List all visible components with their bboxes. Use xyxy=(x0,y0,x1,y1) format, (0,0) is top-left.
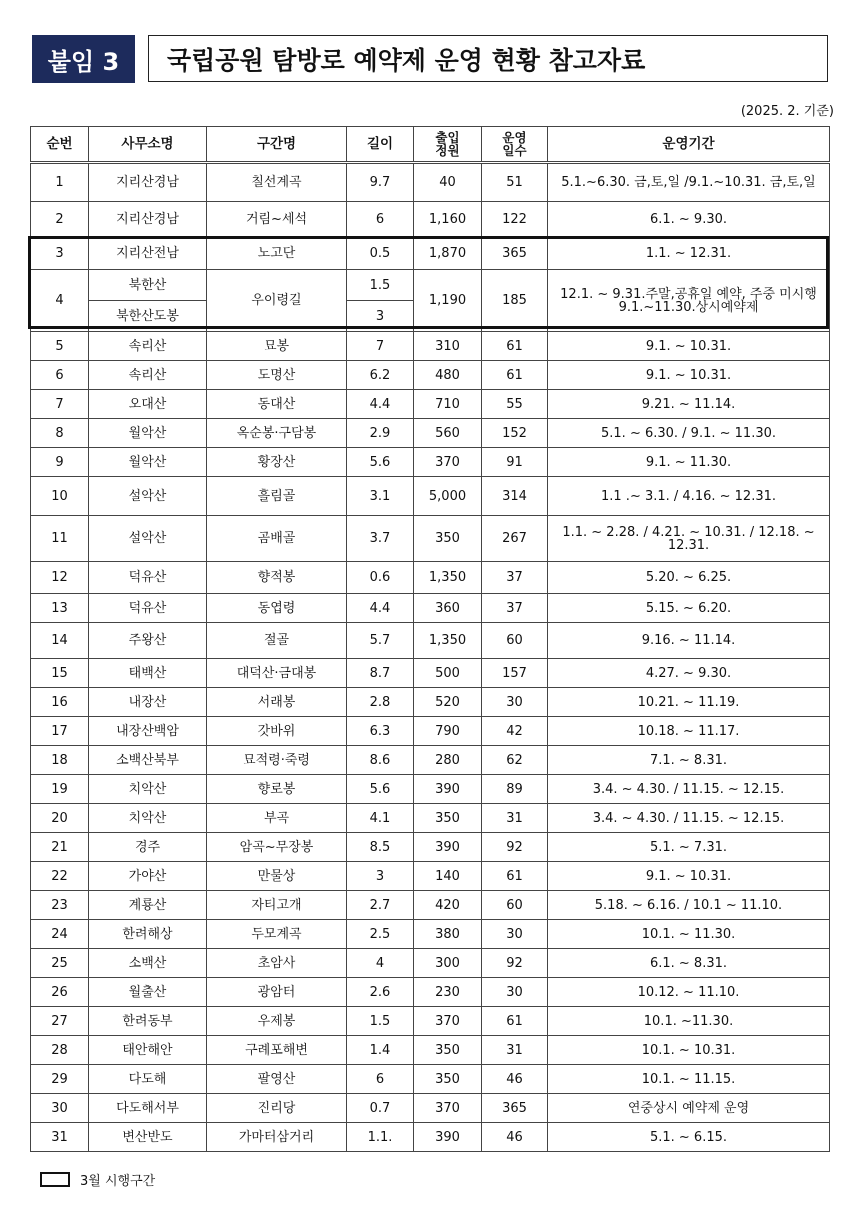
table-cell: 1,350 xyxy=(414,562,482,594)
table-cell: 지리산경남 xyxy=(89,202,207,238)
table-cell: 420 xyxy=(414,891,482,920)
table-cell: 월악산 xyxy=(89,448,207,477)
table-cell: 10.12. ~ 11.10. xyxy=(548,978,830,1007)
table-cell: 4.4 xyxy=(347,390,414,419)
table-cell: 5.6 xyxy=(347,775,414,804)
table-cell: 140 xyxy=(414,862,482,891)
table-cell: 9.1. ~ 10.31. xyxy=(548,862,830,891)
table-row xyxy=(31,238,830,270)
table-cell: 가마터삼거리 xyxy=(207,1123,347,1152)
table-cell: 9 xyxy=(31,448,89,477)
table-cell: 500 xyxy=(414,659,482,688)
table-cell: 6 xyxy=(347,202,414,238)
table-cell: 24 xyxy=(31,920,89,949)
table-cell: 5,000 xyxy=(414,477,482,516)
table-cell: 31 xyxy=(482,1036,548,1065)
table-cell: 1,350 xyxy=(414,623,482,659)
date-note: (2025. 2. 기준) xyxy=(740,104,834,119)
table-cell: 10.1. ~ 10.31. xyxy=(548,1036,830,1065)
table-row xyxy=(31,978,830,1007)
table-cell: 310 xyxy=(414,332,482,361)
table-cell: 350 xyxy=(414,516,482,562)
table-cell: 42 xyxy=(482,717,548,746)
table-cell: 27 xyxy=(31,1007,89,1036)
table-cell: 향적봉 xyxy=(207,562,347,594)
table-cell: 11 xyxy=(31,516,89,562)
table-cell: 5.1.~6.30. 금,토,일 /9.1.~10.31. 금,토,일 xyxy=(548,163,830,202)
table-cell: 1,160 xyxy=(414,202,482,238)
table-cell: 1.5 xyxy=(347,1007,414,1036)
legend xyxy=(40,1170,155,1189)
table-cell: 790 xyxy=(414,717,482,746)
table-cell: 9.7 xyxy=(347,163,414,202)
table-cell: 122 xyxy=(482,202,548,238)
table-cell: 5.18. ~ 6.16. / 10.1 ~ 11.10. xyxy=(548,891,830,920)
table-cell: 5 xyxy=(31,332,89,361)
table-cell: 1.1. ~ 2.28. / 4.21. ~ 10.31. / 12.18. ~ 12.31. xyxy=(548,516,830,562)
table-cell: 설악산 xyxy=(89,477,207,516)
column-header: 출입 정원 xyxy=(414,127,482,163)
table-cell: 365 xyxy=(482,1094,548,1123)
legend-box-icon xyxy=(40,1172,70,1187)
table-cell: 치악산 xyxy=(89,804,207,833)
table-cell: 오대산 xyxy=(89,390,207,419)
table-cell: 동대산 xyxy=(207,390,347,419)
table-cell: 속리산 xyxy=(89,361,207,390)
table-cell: 2 xyxy=(31,202,89,238)
table-cell: 267 xyxy=(482,516,548,562)
legend-label: 3월 시행구간 xyxy=(80,1174,156,1189)
table-row xyxy=(31,717,830,746)
table-cell: 1,870 xyxy=(414,238,482,270)
table-cell: 지리산전남 xyxy=(89,238,207,270)
table-cell: 13 xyxy=(31,594,89,623)
table-cell: 4.4 xyxy=(347,594,414,623)
table-cell: 14 xyxy=(31,623,89,659)
table-cell: 12.1. ~ 9.31.주말,공휴일 예약, 주중 미시행 9.1.~11.30.상시예약제 xyxy=(548,270,830,332)
table-cell: 5.15. ~ 6.20. xyxy=(548,594,830,623)
table-cell: 2.9 xyxy=(347,419,414,448)
table-cell: 6 xyxy=(347,1065,414,1094)
table-cell: 1.1 .~ 3.1. / 4.16. ~ 12.31. xyxy=(548,477,830,516)
table-cell: 23 xyxy=(31,891,89,920)
table-row xyxy=(31,448,830,477)
table-cell: 62 xyxy=(482,746,548,775)
table-cell: 300 xyxy=(414,949,482,978)
table-cell: 370 xyxy=(414,1007,482,1036)
table-cell: 4.27. ~ 9.30. xyxy=(548,659,830,688)
table-cell: 2.7 xyxy=(347,891,414,920)
table-cell: 390 xyxy=(414,775,482,804)
table-cell: 3 xyxy=(347,862,414,891)
table-cell: 6.3 xyxy=(347,717,414,746)
table-cell: 6.1. ~ 8.31. xyxy=(548,949,830,978)
table-row xyxy=(31,361,830,390)
table-cell: 1.1. xyxy=(347,1123,414,1152)
table-cell: 대덕산·금대봉 xyxy=(207,659,347,688)
table-cell: 61 xyxy=(482,862,548,891)
table-cell: 8.5 xyxy=(347,833,414,862)
table-cell: 2.6 xyxy=(347,978,414,1007)
table-row xyxy=(31,562,830,594)
table-cell: 10.1. ~11.30. xyxy=(548,1007,830,1036)
table-cell: 20 xyxy=(31,804,89,833)
table-cell: 다도해 xyxy=(89,1065,207,1094)
column-header: 순번 xyxy=(31,127,89,163)
table-cell: 우이령길 xyxy=(207,270,347,332)
table-cell: 26 xyxy=(31,978,89,1007)
table-cell: 3.1 xyxy=(347,477,414,516)
table-cell: 내장산백암 xyxy=(89,717,207,746)
table-cell: 6.1. ~ 9.30. xyxy=(548,202,830,238)
table-cell: 37 xyxy=(482,562,548,594)
table-row xyxy=(31,891,830,920)
table-cell: 진리당 xyxy=(207,1094,347,1123)
table-row xyxy=(31,623,830,659)
table-row xyxy=(31,949,830,978)
table-cell: 19 xyxy=(31,775,89,804)
table-cell: 60 xyxy=(482,623,548,659)
table-cell: 곰배골 xyxy=(207,516,347,562)
table-row xyxy=(31,746,830,775)
attachment-badge: 붙임 3 xyxy=(32,35,135,83)
table-cell: 4.1 xyxy=(347,804,414,833)
table-cell: 2.8 xyxy=(347,688,414,717)
table-cell: 한려해상 xyxy=(89,920,207,949)
table-cell: 동엽령 xyxy=(207,594,347,623)
table-cell: 7 xyxy=(31,390,89,419)
table-row xyxy=(31,270,830,301)
table-cell: 17 xyxy=(31,717,89,746)
table-cell: 92 xyxy=(482,833,548,862)
table-cell: 자티고개 xyxy=(207,891,347,920)
table-cell: 21 xyxy=(31,833,89,862)
table-cell: 태백산 xyxy=(89,659,207,688)
table-cell: 한려동부 xyxy=(89,1007,207,1036)
table-cell: 5.20. ~ 6.25. xyxy=(548,562,830,594)
table-cell: 61 xyxy=(482,361,548,390)
table-cell: 350 xyxy=(414,804,482,833)
table-cell: 설악산 xyxy=(89,516,207,562)
table-cell: 거림~세석 xyxy=(207,202,347,238)
table-cell: 710 xyxy=(414,390,482,419)
table-row xyxy=(31,1123,830,1152)
table-cell: 61 xyxy=(482,1007,548,1036)
table-cell: 도명산 xyxy=(207,361,347,390)
table-cell: 1.1. ~ 12.31. xyxy=(548,238,830,270)
table-cell: 350 xyxy=(414,1036,482,1065)
table-cell: 만물상 xyxy=(207,862,347,891)
table-cell: 팔영산 xyxy=(207,1065,347,1094)
table-cell: 두모계곡 xyxy=(207,920,347,949)
table-cell: 가야산 xyxy=(89,862,207,891)
table-row xyxy=(31,688,830,717)
table-cell: 북한산도봉 xyxy=(89,301,207,332)
column-header: 운영기간 xyxy=(548,127,830,163)
table-cell: 옥순봉·구담봉 xyxy=(207,419,347,448)
table-row xyxy=(31,833,830,862)
table-row xyxy=(31,390,830,419)
table-cell: 월출산 xyxy=(89,978,207,1007)
table-row xyxy=(31,775,830,804)
table-cell: 10.1. ~ 11.15. xyxy=(548,1065,830,1094)
table-cell: 1,190 xyxy=(414,270,482,332)
table-cell: 계룡산 xyxy=(89,891,207,920)
table-cell: 덕유산 xyxy=(89,562,207,594)
table-cell: 51 xyxy=(482,163,548,202)
table-cell: 30 xyxy=(31,1094,89,1123)
table-cell: 내장산 xyxy=(89,688,207,717)
table-cell: 북한산 xyxy=(89,270,207,301)
table-cell: 40 xyxy=(414,163,482,202)
table-cell: 280 xyxy=(414,746,482,775)
table-cell: 0.7 xyxy=(347,1094,414,1123)
table-cell: 4 xyxy=(347,949,414,978)
table-cell: 25 xyxy=(31,949,89,978)
table-cell: 390 xyxy=(414,1123,482,1152)
table-cell: 주왕산 xyxy=(89,623,207,659)
table-cell: 흘림골 xyxy=(207,477,347,516)
table-cell: 5.1. ~ 6.30. / 9.1. ~ 11.30. xyxy=(548,419,830,448)
table-row xyxy=(31,804,830,833)
table-cell: 350 xyxy=(414,1065,482,1094)
table-row xyxy=(31,920,830,949)
table-row xyxy=(31,516,830,562)
table-cell: 92 xyxy=(482,949,548,978)
table-row xyxy=(31,1065,830,1094)
table-cell: 61 xyxy=(482,332,548,361)
table-cell: 6 xyxy=(31,361,89,390)
table-cell: 5.1. ~ 7.31. xyxy=(548,833,830,862)
table-cell: 5.6 xyxy=(347,448,414,477)
table-cell: 314 xyxy=(482,477,548,516)
table-cell: 8 xyxy=(31,419,89,448)
table-cell: 노고단 xyxy=(207,238,347,270)
table-cell: 태안해안 xyxy=(89,1036,207,1065)
table-cell: 1.5 xyxy=(347,270,414,301)
table-cell: 157 xyxy=(482,659,548,688)
table-cell: 연중상시 예약제 운영 xyxy=(548,1094,830,1123)
table-cell: 초암사 xyxy=(207,949,347,978)
table-cell: 152 xyxy=(482,419,548,448)
table-cell: 46 xyxy=(482,1123,548,1152)
table-cell: 치악산 xyxy=(89,775,207,804)
table-row xyxy=(31,862,830,891)
table-cell: 16 xyxy=(31,688,89,717)
table-cell: 365 xyxy=(482,238,548,270)
page-title: 국립공원 탐방로 예약제 운영 현황 참고자료 xyxy=(148,35,828,82)
table-cell: 3 xyxy=(31,238,89,270)
table-cell: 3.7 xyxy=(347,516,414,562)
table-cell: 구례포해변 xyxy=(207,1036,347,1065)
table-row xyxy=(31,659,830,688)
table-cell: 10 xyxy=(31,477,89,516)
table-cell: 3.4. ~ 4.30. / 11.15. ~ 12.15. xyxy=(548,804,830,833)
table-cell: 31 xyxy=(482,804,548,833)
table-cell: 6.2 xyxy=(347,361,414,390)
table-cell: 9.1. ~ 10.31. xyxy=(548,332,830,361)
table-cell: 12 xyxy=(31,562,89,594)
table-cell: 560 xyxy=(414,419,482,448)
table-cell: 월악산 xyxy=(89,419,207,448)
table-cell: 5.7 xyxy=(347,623,414,659)
table-row xyxy=(31,163,830,202)
table-row xyxy=(31,594,830,623)
table-cell: 60 xyxy=(482,891,548,920)
table-cell: 10.1. ~ 11.30. xyxy=(548,920,830,949)
table-cell: 1.4 xyxy=(347,1036,414,1065)
table-cell: 30 xyxy=(482,688,548,717)
table-cell: 갓바위 xyxy=(207,717,347,746)
table-cell: 10.18. ~ 11.17. xyxy=(548,717,830,746)
table-cell: 370 xyxy=(414,448,482,477)
column-header: 운영 일수 xyxy=(482,127,548,163)
table-cell: 9.21. ~ 11.14. xyxy=(548,390,830,419)
table-cell: 29 xyxy=(31,1065,89,1094)
table-cell: 55 xyxy=(482,390,548,419)
table-cell: 89 xyxy=(482,775,548,804)
table-cell: 3.4. ~ 4.30. / 11.15. ~ 12.15. xyxy=(548,775,830,804)
table-cell: 91 xyxy=(482,448,548,477)
table-cell: 4 xyxy=(31,270,89,332)
table-cell: 22 xyxy=(31,862,89,891)
table-cell: 18 xyxy=(31,746,89,775)
table-cell: 7.1. ~ 8.31. xyxy=(548,746,830,775)
table-row xyxy=(31,419,830,448)
table-cell: 서래봉 xyxy=(207,688,347,717)
table-cell: 소백산 xyxy=(89,949,207,978)
table-cell: 30 xyxy=(482,978,548,1007)
table-cell: 0.6 xyxy=(347,562,414,594)
table-cell: 묘적령·죽령 xyxy=(207,746,347,775)
column-header: 사무소명 xyxy=(89,127,207,163)
table-cell: 0.5 xyxy=(347,238,414,270)
column-header: 길이 xyxy=(347,127,414,163)
table-cell: 3 xyxy=(347,301,414,332)
table-row xyxy=(31,1036,830,1065)
table-cell: 380 xyxy=(414,920,482,949)
table-cell: 9.1. ~ 10.31. xyxy=(548,361,830,390)
table-cell: 185 xyxy=(482,270,548,332)
table-cell: 황장산 xyxy=(207,448,347,477)
table-cell: 9.16. ~ 11.14. xyxy=(548,623,830,659)
table-cell: 31 xyxy=(31,1123,89,1152)
table-row xyxy=(31,332,830,361)
table-cell: 암곡~무장봉 xyxy=(207,833,347,862)
column-header: 구간명 xyxy=(207,127,347,163)
table-row xyxy=(31,1094,830,1123)
table-cell: 묘봉 xyxy=(207,332,347,361)
table-cell: 9.1. ~ 11.30. xyxy=(548,448,830,477)
table-cell: 다도해서부 xyxy=(89,1094,207,1123)
table-cell: 520 xyxy=(414,688,482,717)
table-cell: 360 xyxy=(414,594,482,623)
table-cell: 370 xyxy=(414,1094,482,1123)
table-cell: 8.7 xyxy=(347,659,414,688)
table-cell: 15 xyxy=(31,659,89,688)
table-row xyxy=(31,477,830,516)
table-cell: 경주 xyxy=(89,833,207,862)
table-cell: 37 xyxy=(482,594,548,623)
table-header-row xyxy=(31,127,830,163)
table-cell: 지리산경남 xyxy=(89,163,207,202)
table-cell: 8.6 xyxy=(347,746,414,775)
table-cell: 10.21. ~ 11.19. xyxy=(548,688,830,717)
trail-reservation-table xyxy=(30,126,830,1152)
table-cell: 5.1. ~ 6.15. xyxy=(548,1123,830,1152)
table-cell: 2.5 xyxy=(347,920,414,949)
table-cell: 속리산 xyxy=(89,332,207,361)
table-cell: 우제봉 xyxy=(207,1007,347,1036)
table-cell: 칠선계곡 xyxy=(207,163,347,202)
table-cell: 부곡 xyxy=(207,804,347,833)
table-cell: 30 xyxy=(482,920,548,949)
table-cell: 변산반도 xyxy=(89,1123,207,1152)
table-cell: 향로봉 xyxy=(207,775,347,804)
table-cell: 230 xyxy=(414,978,482,1007)
table-cell: 1 xyxy=(31,163,89,202)
table-cell: 480 xyxy=(414,361,482,390)
table-cell: 절골 xyxy=(207,623,347,659)
table-cell: 390 xyxy=(414,833,482,862)
table-cell: 28 xyxy=(31,1036,89,1065)
table-row xyxy=(31,1007,830,1036)
table-cell: 소백산북부 xyxy=(89,746,207,775)
table-cell: 덕유산 xyxy=(89,594,207,623)
table-cell: 7 xyxy=(347,332,414,361)
table-cell: 광암터 xyxy=(207,978,347,1007)
table-cell: 46 xyxy=(482,1065,548,1094)
table-row xyxy=(31,202,830,238)
